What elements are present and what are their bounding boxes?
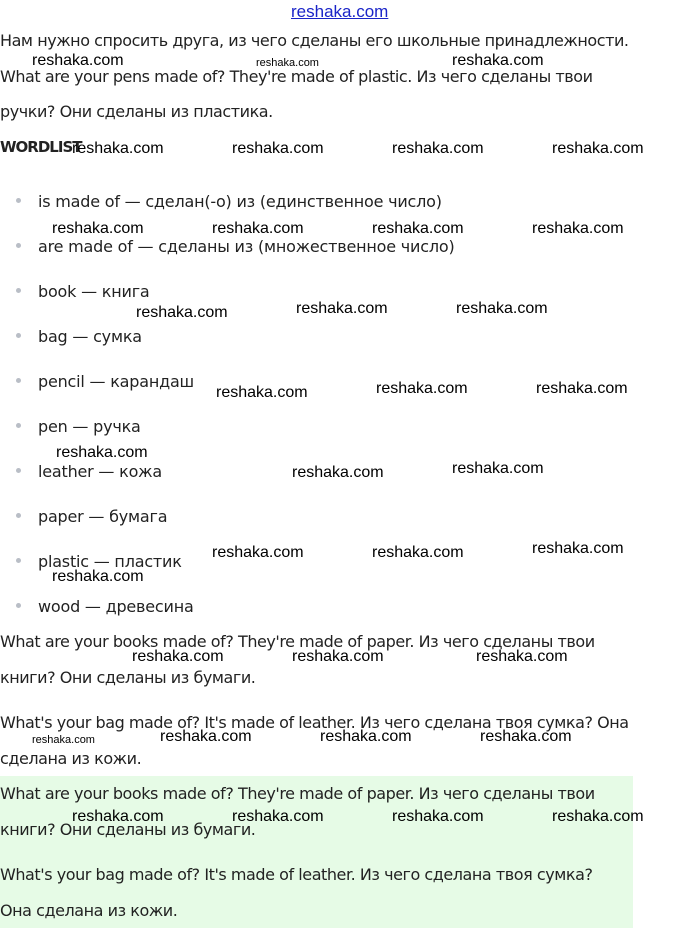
watermark: reshaka.com <box>132 648 224 665</box>
watermark: reshaka.com <box>292 464 384 481</box>
bullet-icon <box>16 378 21 383</box>
list-item: book — книга <box>16 282 150 302</box>
bullet-icon <box>16 423 21 428</box>
answer-2-line-2: Она сделана из кожи. <box>0 901 178 920</box>
watermark: reshaka.com <box>212 220 304 237</box>
intro-line-1: Нам нужно спросить друга, из чего сделаны его школьные принадлежности. <box>0 31 629 50</box>
watermark: reshaka.com <box>320 728 412 745</box>
bullet-icon <box>16 603 21 608</box>
watermark: reshaka.com <box>160 728 252 745</box>
watermark: reshaka.com <box>392 808 484 825</box>
list-item: bag — сумка <box>16 327 142 347</box>
watermark: reshaka.com <box>72 140 164 157</box>
watermark: reshaka.com <box>480 728 572 745</box>
list-item: are made of — сделаны из (множественное число) <box>16 237 455 257</box>
list-item: is made of — сделан(-о) из (единственное число) <box>16 192 442 212</box>
watermark: reshaka.com <box>532 220 624 237</box>
bullet-icon <box>16 558 21 563</box>
bullet-icon <box>16 333 21 338</box>
watermark: reshaka.com <box>56 444 148 461</box>
watermark: reshaka.com <box>376 380 468 397</box>
list-item: paper — бумага <box>16 507 167 527</box>
watermark: reshaka.com <box>52 568 144 585</box>
watermark: reshaka.com <box>216 384 308 401</box>
example-2-line-2: сделана из кожи. <box>0 749 142 768</box>
bullet-icon <box>16 288 21 293</box>
intro-line-3: ручки? Они сделаны из пластика. <box>0 102 273 121</box>
answer-2-line-1: What's your bag made of? It's made of leather. Из чего сделана твоя сумка? <box>0 865 593 884</box>
watermark: reshaka.com <box>476 648 568 665</box>
watermark: reshaka.com <box>552 808 644 825</box>
watermark: reshaka.com <box>452 52 544 69</box>
watermark: reshaka.com <box>256 57 319 69</box>
site-link[interactable]: reshaka.com <box>291 2 389 21</box>
watermark: reshaka.com <box>32 52 124 69</box>
list-item: leather — кожа <box>16 462 162 482</box>
bullet-icon <box>16 468 21 473</box>
watermark: reshaka.com <box>232 140 324 157</box>
watermark: reshaka.com <box>392 140 484 157</box>
bullet-icon <box>16 198 21 203</box>
list-item: plastic — пластик <box>16 552 182 572</box>
watermark: reshaka.com <box>52 220 144 237</box>
bullet-icon <box>16 243 21 248</box>
watermark: reshaka.com <box>456 300 548 317</box>
example-2-line-1: What's your bag made of? It's made of leather. Из чего сделана твоя сумка? Она <box>0 713 629 732</box>
intro-line-2: What are your pens made of? They're made of plastic. Из чего сделаны твои <box>0 67 593 86</box>
watermark: reshaka.com <box>292 648 384 665</box>
watermark: reshaka.com <box>452 460 544 477</box>
watermark: reshaka.com <box>136 304 228 321</box>
example-1-line-1: What are your books made of? They're made of paper. Из чего сделаны твои <box>0 632 595 651</box>
answer-1-line-2: книги? Они сделаны из бумаги. <box>0 820 256 839</box>
wordlist-title: WORDLIST <box>0 138 82 156</box>
watermark: reshaka.com <box>232 808 324 825</box>
watermark: reshaka.com <box>532 540 624 557</box>
watermark: reshaka.com <box>296 300 388 317</box>
answer-1-line-1: What are your books made of? They're made of paper. Из чего сделаны твои <box>0 784 595 803</box>
watermark: reshaka.com <box>552 140 644 157</box>
watermark: reshaka.com <box>212 544 304 561</box>
watermark: reshaka.com <box>372 544 464 561</box>
list-item: wood — древесина <box>16 597 194 617</box>
watermark: reshaka.com <box>32 734 95 746</box>
bullet-icon <box>16 513 21 518</box>
list-item: pencil — карандаш <box>16 372 194 392</box>
watermark: reshaka.com <box>536 380 628 397</box>
list-item: pen — ручка <box>16 417 141 437</box>
watermark: reshaka.com <box>372 220 464 237</box>
example-1-line-2: книги? Они сделаны из бумаги. <box>0 668 256 687</box>
watermark: reshaka.com <box>72 808 164 825</box>
